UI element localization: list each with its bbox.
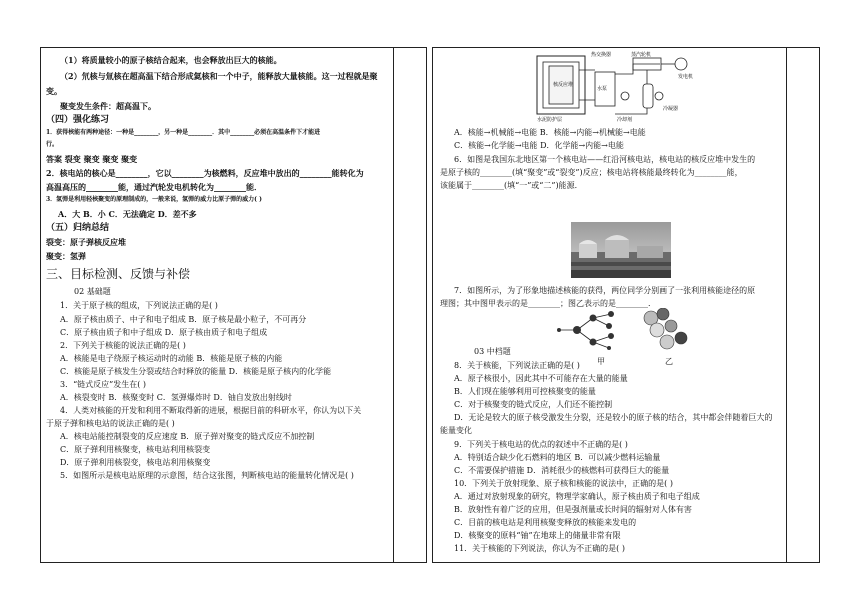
- right-frame-bottom: [432, 562, 819, 563]
- practice-q2-cont: 高温高压的________能，通过汽轮发电机转化为________能．: [46, 182, 262, 192]
- medium-q8-d-cont: 能量变化: [440, 426, 472, 435]
- medium-q8-a: A．原子核很小，因此其中不可能存在大量的能量: [454, 374, 628, 383]
- practice-q1-cont: 行。: [46, 141, 59, 148]
- medium-q10: 10．下列关于放射现象、原子核和核能的说法中，正确的是( ): [454, 479, 673, 488]
- left-frame-right: [426, 47, 427, 563]
- basic-q3-options: A．核裂变时 B．核聚变时 C．氢弹爆炸时 D．铀自发放出射线时: [60, 393, 292, 402]
- medium-q10-d: D．核聚变的原料“铀”在地球上的储量非常有限: [454, 531, 621, 540]
- medium-q10-a: A．通过对放射现象的研究，物理学家确认，原子核由质子和电子组成: [454, 492, 700, 501]
- basic-q4: 4．人类对核能的开发和利用不断取得新的进展，根据目前的科研水平，你认为以下关: [60, 406, 362, 415]
- basic-q2-cd: C．核能是原子核发生分裂或结合时释放的能量 D．核能是原子核内的化学能: [60, 367, 332, 376]
- basic-q1-ab: A．原子核由质子、中子和电子组成 B．原子核是最小粒子，不可再分: [60, 315, 307, 324]
- fusion-diagram: [641, 308, 691, 352]
- medium-q9-ab: A．特别适合缺少化石燃料的地区 B．可以减少燃料运输量: [454, 453, 661, 462]
- medium-q10-b: B．放射性有着广泛的应用，但是强剂量或长时间的辐射对人体有害: [454, 505, 692, 514]
- medium-q11: 11．关于核能的下列说法，你认为不正确的是( ): [454, 544, 625, 553]
- medium-q10-c: C．目前的核电站是利用核聚变释放的核能来发电的: [454, 518, 637, 527]
- left-frame-bottom: [40, 562, 426, 563]
- q7-line1: 7．如图所示，为了形象地描述核能的获得，两位同学分别画了一张利用核能途径的原: [454, 286, 756, 295]
- medium-q8-d: D．无论是较大的原子核受激发生分裂，还是较小的原子核的结合，其中都会伴随着巨大的: [454, 413, 773, 422]
- summary-fusion: 聚变：氢弹: [46, 251, 86, 261]
- basic-q1: 1．关于原子核的组成，下列说法正确的是( ): [60, 301, 218, 310]
- fission-diagram: [553, 310, 623, 350]
- section-practice-title: （四）强化练习: [46, 115, 110, 125]
- q5-options-cd: C．核能→化学能→电能 D．化学能→内能→电能: [454, 141, 624, 150]
- q6-line1: 6．如图是我国东北地区第一个核电站——红沿河核电站，核电站的核反应堆中发生的: [454, 155, 756, 164]
- label-turbine: 蒸汽轮机: [631, 52, 652, 58]
- left-frame-left: [40, 47, 41, 563]
- medium-q8-b: B．人们现在能够利用可控核聚变的能量: [454, 387, 596, 396]
- medium-q8-c: C．对于核聚变的链式反应，人们还不能控制: [454, 400, 613, 409]
- practice-q2: 2．核电站的核心是________，它以________为核燃料，反应堆中放出的________能转化为: [46, 168, 364, 178]
- basic-q3: 3．“链式反应”发生在( ): [60, 380, 147, 389]
- label-water-pump: 水泵: [597, 86, 608, 92]
- basic-q4-c: C．原子弹利用核聚变，核电站利用核裂变: [60, 445, 211, 454]
- practice-answer: 答案 裂变 聚变 聚变 聚变: [46, 154, 138, 164]
- left-frame-mid: [393, 47, 394, 563]
- fusion-condition: 聚变发生条件：超高温下。: [60, 101, 156, 111]
- section-summary-title: （五）归纳总结: [46, 223, 110, 233]
- basic-q2-ab: A．核能是电子绕原子核运动时的动能 B．核能是原子核的内能: [60, 354, 283, 363]
- right-frame-left: [432, 47, 433, 563]
- medium-q9-cd: C．不需要保护措施 D．消耗很少的核燃料可获得巨大的能量: [454, 466, 670, 475]
- label-cooler: 冷凝器: [663, 106, 679, 112]
- basic-q4-ab: A．核电站能控制裂变的反应速度 B．原子弹对聚变的链式反应不加控制: [60, 432, 315, 441]
- label-reactor: 核反应堆: [553, 82, 574, 88]
- left-frame-top: [40, 47, 426, 48]
- power-plant-photo: [571, 222, 671, 278]
- label-generator: 发电机: [678, 74, 694, 80]
- label-shield: 水泥防护层: [537, 117, 563, 122]
- fusion-point-2: （2）氘核与氚核在超高温下结合形成氦核和一个中子，能释放大量核能。这一过程就是聚: [60, 71, 378, 81]
- basic-q4-cont: 于原子弹和核电站的说法正确的是( ): [46, 419, 175, 428]
- q5-options-ab: A．核能→机械能→电能 B．核能→内能→机械能→电能: [454, 128, 646, 137]
- practice-q1: 1．获得核能有两种途径：一种是________，另一种是________．其中________必须在高温条件下才能进: [46, 129, 321, 136]
- medium-q9: 9．下列关于核电站的优点的叙述中不正确的是( ): [454, 440, 628, 449]
- label-heat-exchanger: 热交换器: [591, 52, 612, 58]
- basic-q2: 2．下列关于核能的说法正确的是( ): [60, 341, 186, 350]
- q6-line3: 该能属于________(填“一”或“二”)能源．: [440, 181, 583, 190]
- right-frame-right: [819, 47, 820, 563]
- fusion-point-2-cont: 变。: [46, 86, 62, 96]
- right-frame-mid: [786, 47, 787, 563]
- basic-q4-d: D．原子弹利用核裂变，核电站利用核聚变: [60, 458, 211, 467]
- basic-q1-cd: C．原子核由质子和中子组成 D．原子核由质子和电子组成: [60, 328, 268, 337]
- medium-q8: 8．关于核能，下列说法正确的是( ): [454, 361, 580, 370]
- medium-heading: 03 中档题: [474, 347, 511, 356]
- fusion-caption: 乙: [665, 357, 673, 366]
- section-3-title: 三、目标检测、反馈与补偿: [46, 267, 191, 281]
- basic-q5: 5．如图所示是核电站原理的示意图，结合这张图，判断核电站的能量转化情况是( ): [60, 471, 354, 480]
- right-frame-top: [432, 47, 819, 48]
- practice-q3: 3．氢弹是利用轻核聚变的原理制成的，一般来说，氢弹的威力比原子弹的威力( ): [46, 196, 262, 203]
- q6-line2: 是原子核的________(填“聚变”或“裂变”)反应；核电站将核能最终转化为________能，: [440, 168, 743, 177]
- practice-q3-options: A．大 B．小 C．无法确定 D．差不多: [58, 209, 197, 219]
- fusion-point-1: （1）将质量较小的原子核结合起来，也会释放出巨大的核能。: [60, 55, 282, 65]
- basic-heading: 02 基础题: [74, 287, 111, 296]
- summary-fission: 裂变：原子弹核反应堆: [46, 237, 126, 247]
- power-plant-diagram: [535, 50, 710, 122]
- fission-caption: 甲: [597, 357, 605, 366]
- q7-line2: 理图；其中图甲表示的是________；图乙表示的是________．: [440, 299, 656, 308]
- label-cooling-water: 冷却剂: [617, 117, 633, 122]
